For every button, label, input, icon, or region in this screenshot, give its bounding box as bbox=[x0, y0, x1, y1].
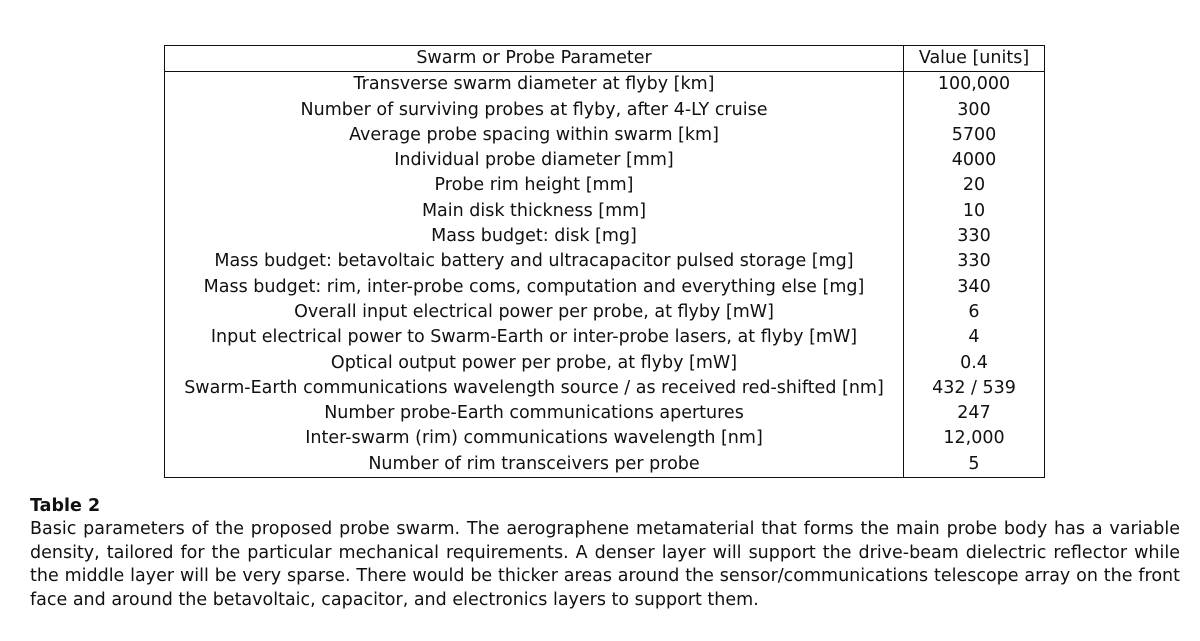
parameter-cell: Inter-swarm (rim) communications wavelength [nm] bbox=[165, 426, 904, 451]
parameter-cell: Mass budget: rim, inter-probe coms, computation and everything else [mg] bbox=[165, 275, 904, 300]
value-cell: 300 bbox=[904, 98, 1045, 123]
value-cell: 12,000 bbox=[904, 426, 1045, 451]
parameter-cell: Number of rim transceivers per probe bbox=[165, 452, 904, 478]
value-cell: 4000 bbox=[904, 148, 1045, 173]
table-row bbox=[165, 426, 1045, 451]
table-row bbox=[165, 249, 1045, 274]
parameter-cell: Individual probe diameter [mm] bbox=[165, 148, 904, 173]
table-row bbox=[165, 123, 1045, 148]
value-cell: 340 bbox=[904, 275, 1045, 300]
value-cell: 6 bbox=[904, 300, 1045, 325]
table-row bbox=[165, 148, 1045, 173]
value-cell: 20 bbox=[904, 173, 1045, 198]
value-cell: 247 bbox=[904, 401, 1045, 426]
value-cell: 5 bbox=[904, 452, 1045, 478]
value-cell: 5700 bbox=[904, 123, 1045, 148]
table-row bbox=[165, 199, 1045, 224]
value-cell: 10 bbox=[904, 199, 1045, 224]
parameter-cell: Average probe spacing within swarm [km] bbox=[165, 123, 904, 148]
value-cell: 432 / 539 bbox=[904, 376, 1045, 401]
parameter-cell: Main disk thickness [mm] bbox=[165, 199, 904, 224]
column-header-value: Value [units] bbox=[904, 46, 1045, 72]
parameter-cell: Input electrical power to Swarm-Earth or inter-probe lasers, at flyby [mW] bbox=[165, 325, 904, 350]
table-row bbox=[165, 72, 1045, 98]
parameter-cell: Mass budget: betavoltaic battery and ultracapacitor pulsed storage [mg] bbox=[165, 249, 904, 274]
table-row bbox=[165, 300, 1045, 325]
value-cell: 4 bbox=[904, 325, 1045, 350]
table-row bbox=[165, 275, 1045, 300]
table-row bbox=[165, 173, 1045, 198]
value-cell: 330 bbox=[904, 224, 1045, 249]
value-cell: 100,000 bbox=[904, 72, 1045, 98]
table-row bbox=[165, 351, 1045, 376]
value-cell: 330 bbox=[904, 249, 1045, 274]
parameter-table bbox=[164, 45, 1045, 478]
parameter-cell: Probe rim height [mm] bbox=[165, 173, 904, 198]
table-caption bbox=[30, 494, 1180, 612]
table-header-row bbox=[165, 46, 1045, 72]
table-body bbox=[165, 72, 1045, 478]
parameter-cell: Optical output power per probe, at flyby [mW] bbox=[165, 351, 904, 376]
caption-title: Table 2 bbox=[30, 496, 101, 516]
column-header-parameter: Swarm or Probe Parameter bbox=[165, 46, 904, 72]
table-row bbox=[165, 224, 1045, 249]
caption-text: Basic parameters of the proposed probe swarm. The aerographene metamaterial that forms the main probe body has a variable density, tailored for the particular mechanical requirements. A denser layer will support the drive-beam dielectric reflector while the middle layer will be very sparse. There would be thicker areas around the sensor/communications telescope array on the front face and around the betavoltaic, capacitor, and electronics layers to support them. bbox=[30, 519, 1180, 610]
table-row bbox=[165, 98, 1045, 123]
table-row bbox=[165, 401, 1045, 426]
table-row bbox=[165, 452, 1045, 478]
parameter-cell: Transverse swarm diameter at flyby [km] bbox=[165, 72, 904, 98]
parameter-cell: Number of surviving probes at flyby, after 4-LY cruise bbox=[165, 98, 904, 123]
parameter-cell: Swarm-Earth communications wavelength source / as received red-shifted [nm] bbox=[165, 376, 904, 401]
table-row bbox=[165, 376, 1045, 401]
parameter-cell: Number probe-Earth communications apertures bbox=[165, 401, 904, 426]
parameter-cell: Mass budget: disk [mg] bbox=[165, 224, 904, 249]
value-cell: 0.4 bbox=[904, 351, 1045, 376]
parameter-cell: Overall input electrical power per probe, at flyby [mW] bbox=[165, 300, 904, 325]
table-row bbox=[165, 325, 1045, 350]
